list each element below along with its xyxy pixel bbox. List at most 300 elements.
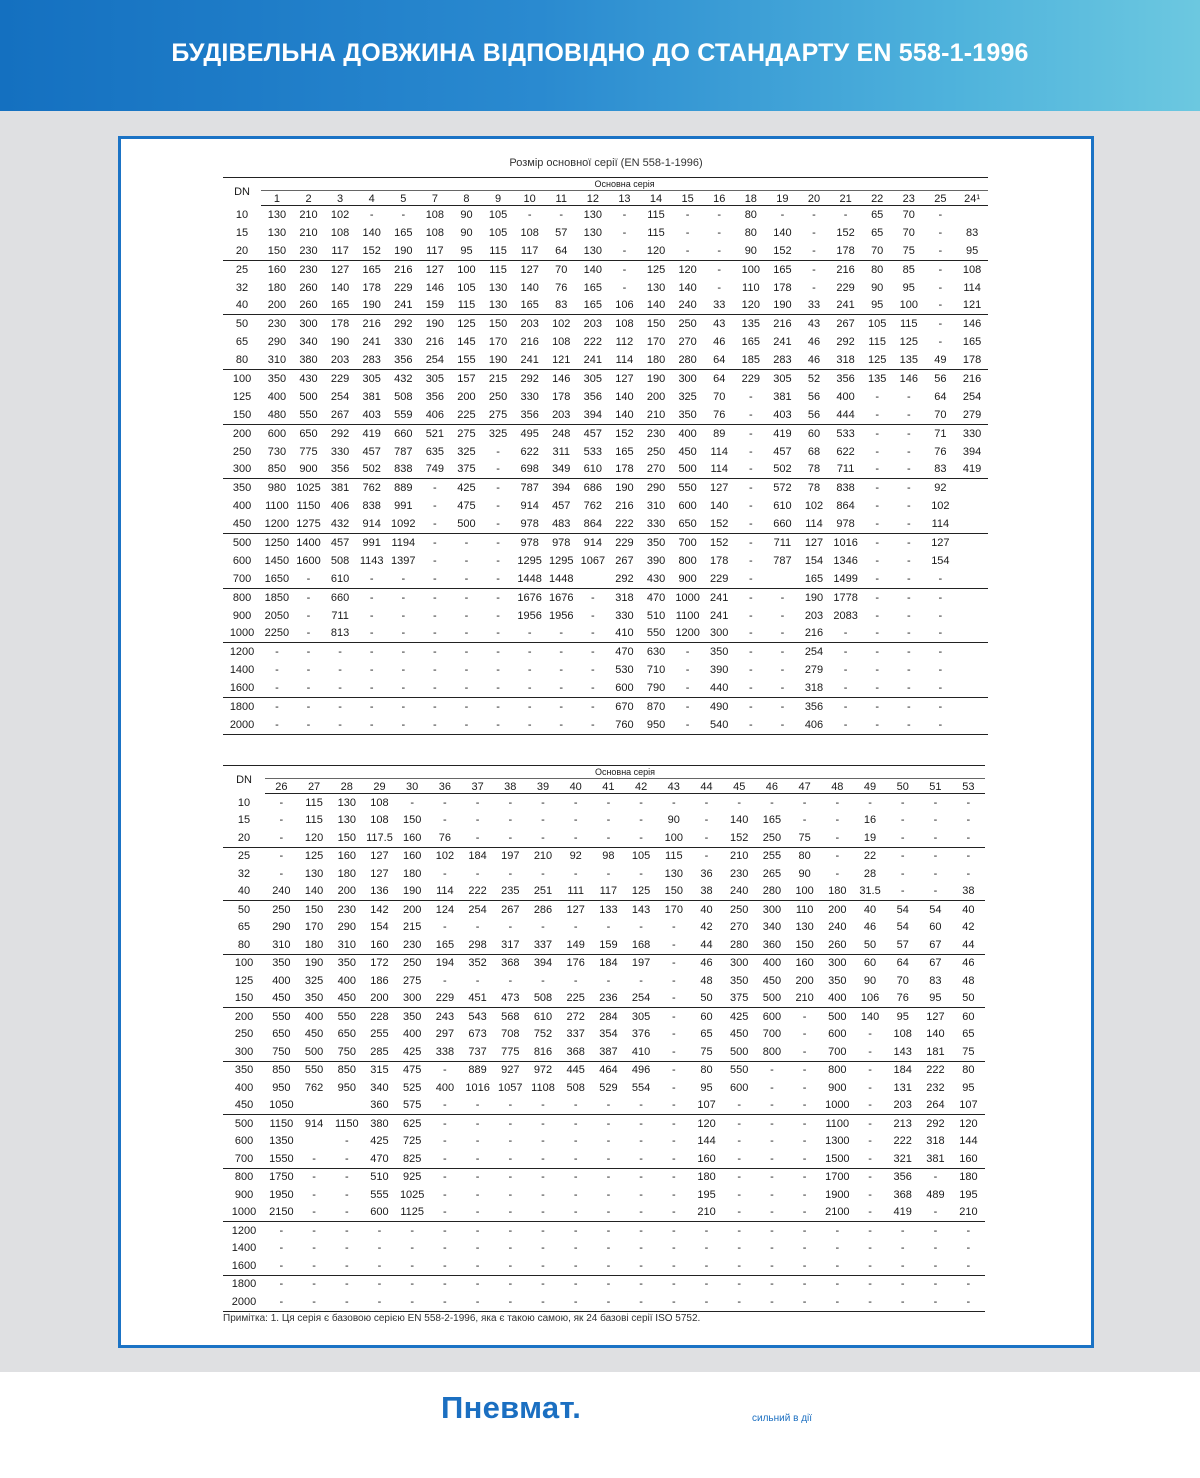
length-cell: 216 xyxy=(356,315,388,333)
length-cell: 711 xyxy=(767,534,799,552)
length-cell: 197 xyxy=(625,954,658,972)
length-cell: 483 xyxy=(552,518,571,531)
length-cell: - xyxy=(494,1275,527,1293)
length-cell: 108 xyxy=(425,208,445,221)
length-cell: - xyxy=(671,796,676,809)
length-cell: 178 xyxy=(362,281,381,294)
length-cell: 356 xyxy=(830,370,862,388)
length-cell: - xyxy=(875,664,880,677)
length-cell: 42 xyxy=(700,921,713,934)
length-cell: 600 xyxy=(261,424,293,442)
length-cell: - xyxy=(591,627,595,640)
length-cell: - xyxy=(812,244,816,257)
table-row xyxy=(223,406,988,424)
length-cell: 350 xyxy=(396,1008,429,1026)
length-cell: 870 xyxy=(640,698,672,716)
length-cell: 80 xyxy=(744,208,757,221)
length-cell: 203 xyxy=(514,315,546,333)
length-cell: - xyxy=(401,627,406,640)
length-cell: - xyxy=(496,518,500,531)
length-cell: - xyxy=(573,1259,578,1272)
length-cell: - xyxy=(401,572,406,585)
length-cell: 230 xyxy=(730,867,749,880)
length-cell: - xyxy=(443,974,447,987)
length-cell: 225 xyxy=(457,408,476,421)
length-cell: 105 xyxy=(625,847,658,865)
length-cell: - xyxy=(527,627,532,640)
length-cell: 950 xyxy=(272,1081,291,1094)
length-cell: - xyxy=(387,588,419,606)
length-cell: - xyxy=(573,831,578,844)
length-cell: 178 xyxy=(552,390,571,403)
length-cell: - xyxy=(835,796,840,809)
length-cell: 889 xyxy=(461,1061,494,1079)
length-cell: 120 xyxy=(690,1115,723,1133)
length-cell: 165 xyxy=(804,572,824,585)
length-cell: 230 xyxy=(293,260,325,278)
length-cell: 130 xyxy=(583,244,603,257)
length-cell: 406 xyxy=(330,500,350,513)
length-cell: - xyxy=(735,424,767,442)
length-cell: - xyxy=(443,1259,447,1272)
length-cell: 117.5 xyxy=(366,831,393,844)
length-cell: - xyxy=(592,1222,625,1240)
length-cell: - xyxy=(868,1045,872,1058)
length-cell: - xyxy=(933,885,938,898)
length-cell: 110 xyxy=(742,281,760,294)
length-cell: 337 xyxy=(533,938,553,951)
length-cell: 1025 xyxy=(399,1188,425,1201)
length-cell: 1125 xyxy=(400,1206,424,1219)
length-cell: - xyxy=(508,1188,513,1201)
length-cell: - xyxy=(906,572,911,585)
length-cell: 152 xyxy=(730,831,749,844)
length-cell: 283 xyxy=(773,354,792,367)
length-cell: 838 xyxy=(394,463,413,476)
length-cell: - xyxy=(545,643,577,661)
length-cell: 115 xyxy=(868,336,886,349)
length-cell: 864 xyxy=(583,518,603,531)
length-cell: - xyxy=(780,682,785,695)
dn-cell: 300 xyxy=(234,1045,254,1058)
length-cell: - xyxy=(639,1206,643,1219)
dn-cell: 10 xyxy=(237,796,251,809)
length-cell: 775 xyxy=(501,1045,520,1058)
length-cell: - xyxy=(671,1028,676,1041)
length-cell: 65 xyxy=(700,1028,713,1041)
length-cell: 210 xyxy=(697,1206,716,1219)
length-cell: - xyxy=(723,1293,756,1311)
length-cell: 114 xyxy=(615,354,634,367)
length-cell: 760 xyxy=(609,716,641,734)
length-cell: - xyxy=(464,682,469,695)
length-cell: 178 xyxy=(615,463,634,476)
length-cell: 1500 xyxy=(825,1152,850,1165)
length-cell: 255 xyxy=(370,1028,389,1041)
series-column-header: 41 xyxy=(592,779,625,794)
table-row xyxy=(223,1204,985,1222)
length-cell: 165 xyxy=(583,299,603,312)
length-cell: - xyxy=(496,682,500,695)
length-cell: - xyxy=(938,281,943,294)
length-cell: - xyxy=(559,1222,592,1240)
length-cell: - xyxy=(356,588,388,606)
length-cell: 750 xyxy=(272,1045,291,1058)
length-cell: 270 xyxy=(730,921,749,934)
length-cell: - xyxy=(671,921,676,934)
length-cell xyxy=(956,588,988,606)
length-cell: 83 xyxy=(965,226,979,239)
length-cell: - xyxy=(464,664,469,677)
length-cell: 159 xyxy=(425,299,445,312)
length-cell: - xyxy=(330,1275,363,1293)
table-row xyxy=(223,479,988,497)
length-cell: 64 xyxy=(886,954,919,972)
table-row xyxy=(223,1293,985,1311)
table-row xyxy=(223,1097,985,1115)
length-cell: - xyxy=(606,1188,611,1201)
length-cell: - xyxy=(672,643,704,661)
length-cell: 650 xyxy=(337,1028,356,1041)
length-cell: 254 xyxy=(798,643,830,661)
dn-cell: 1400 xyxy=(231,1242,257,1255)
length-cell: 222 xyxy=(615,518,634,531)
length-cell: 1676 xyxy=(545,588,577,606)
length-cell: 250 xyxy=(762,831,782,844)
length-cell: 135 xyxy=(735,315,767,333)
length-cell: - xyxy=(401,609,406,622)
length-cell: 275 xyxy=(403,974,422,987)
length-cell: - xyxy=(419,479,451,497)
length-cell: - xyxy=(737,1259,742,1272)
length-cell: - xyxy=(496,463,500,476)
length-cell: 154 xyxy=(931,554,950,567)
length-cell: - xyxy=(875,445,880,458)
length-cell: - xyxy=(293,716,325,734)
length-cell: 76 xyxy=(438,831,451,844)
spec-sheet xyxy=(118,136,1094,1348)
length-cell: - xyxy=(900,1259,905,1272)
length-cell: 70 xyxy=(871,244,884,257)
length-cell: 533 xyxy=(583,445,603,458)
length-cell: 42 xyxy=(962,921,975,934)
length-cell: 105 xyxy=(488,226,508,239)
length-cell: 265 xyxy=(762,867,782,880)
length-cell: 425 xyxy=(723,1008,756,1026)
length-cell: 90 xyxy=(798,867,811,880)
length-cell: 170 xyxy=(304,921,324,934)
table-row xyxy=(223,333,988,351)
dn-header: DN xyxy=(223,178,261,206)
length-cell: - xyxy=(843,627,848,640)
length-cell: - xyxy=(830,698,862,716)
length-cell: - xyxy=(625,1293,658,1311)
series-column-header: 26 xyxy=(265,779,298,794)
length-cell: 440 xyxy=(710,682,729,695)
length-cell: 350 xyxy=(678,408,697,421)
length-cell: 200 xyxy=(267,299,287,312)
length-cell: - xyxy=(363,1293,396,1311)
length-cell: 165 xyxy=(394,226,413,239)
dn-cell: 2000 xyxy=(223,716,261,734)
length-cell: 150 xyxy=(795,938,814,951)
length-cell: 749 xyxy=(425,463,445,476)
length-cell: 317 xyxy=(501,938,520,951)
length-cell: - xyxy=(735,534,767,552)
length-cell: 1016 xyxy=(465,1081,490,1094)
length-cell: 90 xyxy=(460,226,473,239)
length-cell: - xyxy=(737,1135,742,1148)
length-cell: 1676 xyxy=(514,588,546,606)
length-cell: - xyxy=(690,1293,723,1311)
length-cell: 100 xyxy=(795,885,814,898)
length-cell: - xyxy=(756,1222,789,1240)
length-cell: 68 xyxy=(807,445,821,458)
length-cell: 450 xyxy=(272,992,291,1005)
length-cell: 33 xyxy=(713,299,726,312)
series-column-header: 42 xyxy=(625,779,658,794)
length-cell: 110 xyxy=(788,901,821,919)
length-cell: - xyxy=(443,1188,447,1201)
length-cell: 1956 xyxy=(549,609,574,622)
length-cell: 229 xyxy=(394,281,413,294)
length-cell: 800 xyxy=(821,1061,854,1079)
length-cell: - xyxy=(401,664,406,677)
length-cell: - xyxy=(396,1293,429,1311)
length-cell: 450 xyxy=(337,992,356,1005)
length-cell: - xyxy=(508,1099,513,1112)
length-cell: - xyxy=(592,1275,625,1293)
length-cell: - xyxy=(443,1152,447,1165)
length-cell: - xyxy=(802,1045,807,1058)
series-column-header: 3 xyxy=(324,191,356,206)
length-cell: - xyxy=(657,1115,690,1133)
dn-cell: 250 xyxy=(232,445,252,458)
length-cell: - xyxy=(798,260,830,278)
length-cell: - xyxy=(508,1242,513,1255)
length-cell: 2050 xyxy=(264,609,290,622)
length-cell: 1295 xyxy=(549,554,574,567)
length-cell: - xyxy=(737,1099,742,1112)
length-cell: 75 xyxy=(798,831,811,844)
length-cell: 100 xyxy=(451,260,483,278)
length-cell: 400 xyxy=(435,1081,455,1094)
table-row xyxy=(223,829,985,847)
length-cell: - xyxy=(298,1275,331,1293)
length-cell: 108 xyxy=(956,260,988,278)
length-cell: 203 xyxy=(552,408,571,421)
length-cell: 95 xyxy=(460,244,473,257)
length-cell: 150 xyxy=(482,315,514,333)
length-cell: 180 xyxy=(403,867,422,880)
length-cell: - xyxy=(788,1275,821,1293)
length-cell: - xyxy=(657,1008,690,1026)
length-cell: - xyxy=(812,208,816,221)
length-cell: - xyxy=(265,1293,298,1311)
length-cell: 568 xyxy=(494,1008,527,1026)
length-cell: 813 xyxy=(330,627,350,640)
length-cell: 102 xyxy=(545,315,577,333)
length-cell: 76 xyxy=(713,408,726,421)
length-cell: 251 xyxy=(533,885,553,898)
length-cell: 150 xyxy=(298,901,331,919)
table-row xyxy=(223,1257,985,1275)
length-cell: - xyxy=(919,1168,952,1186)
length-cell: 125 xyxy=(298,847,331,865)
length-cell: 525 xyxy=(403,1081,422,1094)
length-cell: - xyxy=(622,208,627,221)
length-cell: - xyxy=(854,1115,887,1133)
length-cell: - xyxy=(690,1275,723,1293)
length-cell: - xyxy=(508,1259,513,1272)
length-cell: - xyxy=(875,518,880,531)
length-cell: 286 xyxy=(527,901,560,919)
length-cell: 489 xyxy=(926,1188,945,1201)
length-cell: 190 xyxy=(394,244,413,257)
length-cell: 260 xyxy=(828,938,847,951)
length-cell: - xyxy=(835,867,840,880)
length-cell: 978 xyxy=(520,518,539,531)
length-cell: - xyxy=(606,1099,611,1112)
length-cell: 1950 xyxy=(269,1188,294,1201)
length-cell: 290 xyxy=(337,921,356,934)
length-cell: 403 xyxy=(773,408,792,421)
length-cell: - xyxy=(639,867,643,880)
length-cell: - xyxy=(788,1168,821,1186)
length-cell: 190 xyxy=(773,299,792,312)
length-cell: 230 xyxy=(299,244,318,257)
length-cell: 54 xyxy=(919,901,952,919)
length-cell: - xyxy=(639,796,643,809)
length-cell: - xyxy=(401,208,406,221)
length-cell: - xyxy=(906,408,911,421)
table-row xyxy=(223,296,988,314)
length-cell: 787 xyxy=(394,445,413,458)
length-cell: 625 xyxy=(396,1115,429,1133)
length-cell: - xyxy=(919,1222,952,1240)
length-cell: - xyxy=(886,1293,919,1311)
dn-cell: 1400 xyxy=(229,664,255,677)
length-cell: 972 xyxy=(527,1061,560,1079)
length-cell: 43 xyxy=(703,315,735,333)
length-cell: 550 xyxy=(672,479,704,497)
length-cell: - xyxy=(573,974,578,987)
dn-cell: 700 xyxy=(234,1152,254,1165)
length-cell: 375 xyxy=(457,463,476,476)
length-cell: - xyxy=(545,698,577,716)
length-cell: 978 xyxy=(514,534,546,552)
table-row xyxy=(223,901,985,919)
length-cell: - xyxy=(717,226,722,239)
length-cell: - xyxy=(475,1242,480,1255)
dn-cell: 800 xyxy=(223,588,261,606)
length-cell: 730 xyxy=(267,445,287,458)
dn-cell: 80 xyxy=(235,354,249,367)
length-cell: - xyxy=(671,1045,676,1058)
length-cell: 470 xyxy=(609,643,641,661)
length-cell: 900 xyxy=(678,572,697,585)
length-cell: - xyxy=(261,698,293,716)
length-cell: - xyxy=(464,609,469,622)
length-cell: - xyxy=(737,1242,742,1255)
length-cell: 490 xyxy=(703,698,735,716)
length-cell: - xyxy=(639,831,643,844)
length-cell: 60 xyxy=(690,1008,723,1026)
length-cell: 330 xyxy=(956,424,988,442)
length-cell: 184 xyxy=(461,847,494,865)
series-column-header: 51 xyxy=(919,779,952,794)
table-row xyxy=(223,279,988,297)
length-cell: 300 xyxy=(710,627,729,640)
series-column-header: 18 xyxy=(735,191,767,206)
length-cell: - xyxy=(685,244,690,257)
dn-cell: 32 xyxy=(237,867,251,880)
length-cell: 145 xyxy=(457,336,476,349)
length-cell: 250 xyxy=(723,901,756,919)
length-cell: - xyxy=(780,208,785,221)
length-cell: 425 xyxy=(370,1135,389,1148)
length-cell: - xyxy=(900,831,905,844)
length-cell: 350 xyxy=(730,974,749,987)
length-cell: 89 xyxy=(703,424,735,442)
length-cell: 267 xyxy=(494,901,527,919)
length-cell: 330 xyxy=(646,518,666,531)
length-cell: - xyxy=(324,716,356,734)
brand-slogan: сильний в дії xyxy=(752,1413,813,1424)
series-column-header: 21 xyxy=(830,191,862,206)
length-cell: - xyxy=(443,1135,447,1148)
table-row xyxy=(223,1222,985,1240)
length-cell: 210 xyxy=(795,992,814,1005)
table-row xyxy=(223,1026,985,1044)
length-cell: - xyxy=(685,226,690,239)
length-cell: 725 xyxy=(403,1135,422,1148)
length-cell: 250 xyxy=(672,315,704,333)
length-cell: 380 xyxy=(299,354,318,367)
length-cell: 394 xyxy=(527,954,560,972)
length-cell: 2100 xyxy=(825,1206,850,1219)
length-cell: 172 xyxy=(363,954,396,972)
length-cell: 250 xyxy=(488,390,508,403)
length-cell: - xyxy=(657,1061,690,1079)
length-cell: - xyxy=(464,554,469,567)
length-cell: - xyxy=(748,463,753,476)
length-cell: 600 xyxy=(615,682,634,695)
length-cell: 181 xyxy=(926,1045,945,1058)
length-cell: 64 xyxy=(934,390,947,403)
length-cell: - xyxy=(508,814,513,827)
length-cell: 160 xyxy=(330,847,363,865)
length-cell: - xyxy=(868,1152,872,1165)
length-cell: 279 xyxy=(804,664,824,677)
length-cell: 57 xyxy=(896,938,909,951)
length-cell: 432 xyxy=(330,518,350,531)
length-cell: - xyxy=(704,796,709,809)
length-cell: - xyxy=(527,208,532,221)
table-row xyxy=(223,224,988,242)
length-cell: 356 xyxy=(425,390,445,403)
length-cell: 150 xyxy=(337,831,356,844)
length-cell: 165 xyxy=(435,938,455,951)
length-cell: 210 xyxy=(527,847,560,865)
length-cell: - xyxy=(443,814,447,827)
length-cell: - xyxy=(861,588,893,606)
series-column-header: 43 xyxy=(657,779,690,794)
length-cell: 300 xyxy=(403,992,422,1005)
length-cell: 1300 xyxy=(825,1135,850,1148)
length-cell: 800 xyxy=(678,554,697,567)
table-row xyxy=(223,1150,985,1168)
